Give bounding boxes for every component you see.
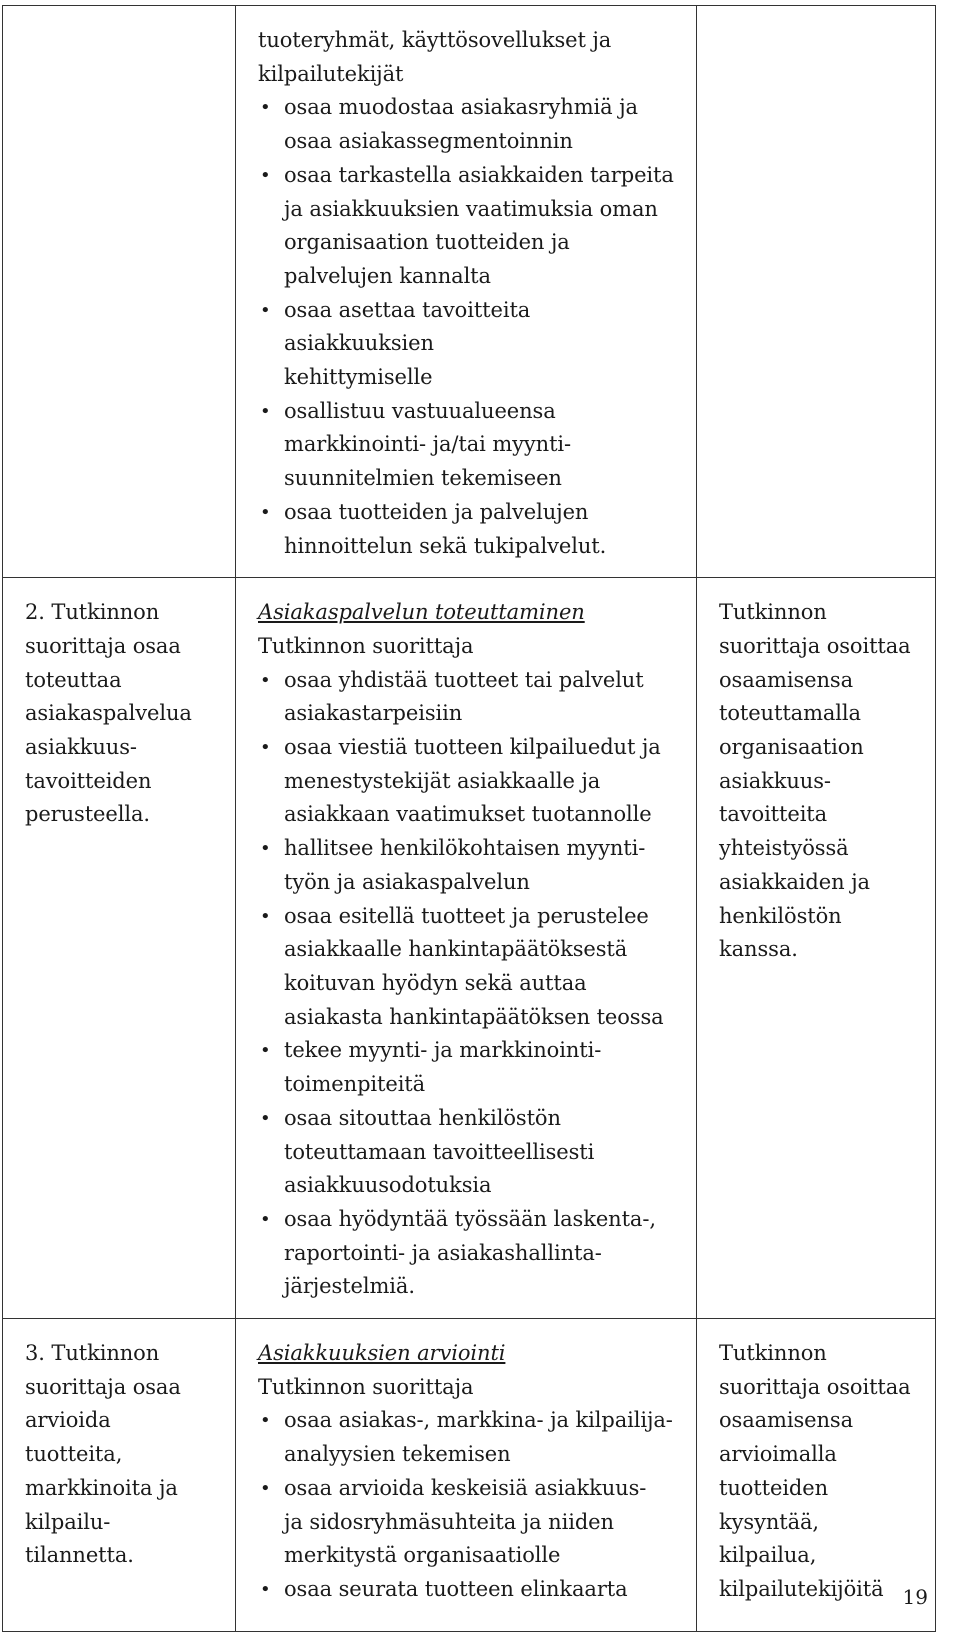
bullet-item <box>258 496 682 563</box>
objective-cell <box>3 578 236 1319</box>
assessment-line: kilpailua, <box>719 1543 817 1568</box>
objective-line: 2. Tutkinnon <box>25 600 160 625</box>
bullet-line: osaa muodostaa asiakasryhmiä ja <box>284 95 638 120</box>
bullet-line: toteuttamaan tavoitteellisesti <box>284 1139 595 1164</box>
assessment-line: arvioimalla <box>719 1442 837 1467</box>
bullet-line: hinnoittelun sekä tukipalvelut. <box>284 533 607 558</box>
assessment-cell <box>697 578 936 1319</box>
assessment-line: kilpailutekijöitä <box>719 1576 884 1601</box>
bullet-line: ja asiakkuuksien vaatimuksia oman <box>284 196 658 221</box>
objective-line: tavoitteiden <box>25 768 152 793</box>
bullet-line: osaa seurata tuotteen elinkaarta <box>284 1576 628 1601</box>
criteria-table-body <box>3 6 936 1632</box>
bullet-dot-icon: • <box>260 669 271 691</box>
page-number: 19 <box>902 1585 928 1609</box>
bullet-item <box>258 1203 682 1304</box>
criteria-cell <box>236 6 697 578</box>
objective-line: markkinoita ja <box>25 1475 178 1500</box>
bullet-item <box>258 395 682 496</box>
assessment-line: toteuttamalla <box>719 701 861 726</box>
bullet-dot-icon: • <box>260 501 271 523</box>
section-heading: Asiakaspalvelun toteuttaminen <box>258 600 585 625</box>
assessment-line: organisaation <box>719 735 864 760</box>
bullet-dot-icon: • <box>260 97 271 119</box>
bullet-item <box>258 900 682 1035</box>
assessment-line: Tutkinnon <box>719 1341 827 1366</box>
bullet-line: tekee myynti- ja markkinointi- <box>284 1038 602 1063</box>
objective-line: kilpailu- <box>25 1509 111 1534</box>
bullet-line: osaa asettaa tavoitteita asiakkuuksien <box>284 297 531 356</box>
bullet-item <box>258 832 682 899</box>
bullet-item <box>258 1404 682 1471</box>
bullet-line: osaa arvioida keskeisiä asiakkuus- <box>284 1475 647 1500</box>
bullet-item <box>258 664 682 731</box>
bullet-dot-icon: • <box>260 164 271 186</box>
objective-line: tilannetta. <box>25 1543 134 1568</box>
bullet-item <box>258 1102 682 1203</box>
objective-line: perusteella. <box>25 802 150 827</box>
table-row <box>3 6 936 578</box>
assessment-cell <box>697 1319 936 1632</box>
objective-line: suorittaja osaa <box>25 1374 181 1399</box>
bullet-line: osaa esitellä tuotteet ja perustelee <box>284 903 649 928</box>
bullet-line: asiakastarpeisiin <box>284 701 463 726</box>
criteria-table <box>2 5 936 1632</box>
assessment-line: asiakkuus- <box>719 768 831 793</box>
bullet-line: palvelujen kannalta <box>284 263 491 288</box>
lead-line: tuoteryhmät, käyttösovellukset ja <box>258 28 612 52</box>
assessment-line: henkilöstön <box>719 903 842 928</box>
assessment-line: kysyntää, <box>719 1509 820 1534</box>
objective-cell <box>3 6 236 578</box>
bullet-line: työn ja asiakaspalvelun <box>284 869 530 894</box>
objective-line: suorittaja osaa <box>25 633 181 658</box>
bullet-item <box>258 159 682 294</box>
objective-cell <box>3 1319 236 1632</box>
bullet-line: asiakasta hankintapäätöksen teossa <box>284 1004 664 1029</box>
bullet-dot-icon: • <box>260 905 271 927</box>
bullet-item <box>258 1472 682 1573</box>
assessment-line: yhteistyössä <box>719 836 849 861</box>
bullet-line: raportointi- ja asiakashallinta- <box>284 1240 602 1265</box>
bullet-line: merkitystä organisaatiolle <box>284 1543 561 1568</box>
bullet-dot-icon: • <box>260 1477 271 1499</box>
assessment-line: asiakkaiden ja <box>719 869 870 894</box>
bullet-line: toimenpiteitä <box>284 1072 426 1097</box>
assessment-line: suorittaja osoittaa <box>719 1374 911 1399</box>
bullet-dot-icon: • <box>260 1208 271 1230</box>
objective-line: 3. Tutkinnon <box>25 1341 160 1366</box>
objective-line: tuotteita, <box>25 1442 123 1467</box>
objective-line: toteuttaa <box>25 667 122 692</box>
bullet-line: hallitsee henkilökohtaisen myynti- <box>284 836 646 861</box>
bullet-line: osaa tuotteiden ja palvelujen <box>284 499 589 524</box>
lead-line: Tutkinnon suorittaja <box>258 633 474 658</box>
bullet-item <box>258 294 682 395</box>
bullet-line: osaa asiakassegmentoinnin <box>284 129 573 154</box>
bullet-item <box>258 1573 682 1607</box>
bullet-line: osaa viestiä tuotteen kilpailuedut ja <box>284 735 661 760</box>
objective-line: arvioida <box>25 1408 111 1433</box>
assessment-line: Tutkinnon <box>719 600 827 625</box>
bullet-dot-icon: • <box>260 400 271 422</box>
bullet-dot-icon: • <box>260 299 271 321</box>
bullet-line: menestystekijät asiakkaalle ja <box>284 768 601 793</box>
bullet-line: analyysien tekemisen <box>284 1442 511 1467</box>
lead-line: Tutkinnon suorittaja <box>258 1374 474 1399</box>
bullet-dot-icon: • <box>260 1578 271 1600</box>
table-row <box>3 1319 936 1632</box>
bullet-line: suunnitelmien tekemiseen <box>284 466 562 491</box>
bullet-line: osaa tarkastella asiakkaiden tarpeita <box>284 162 674 187</box>
criteria-cell <box>236 1319 697 1632</box>
bullet-line: organisaation tuotteiden ja <box>284 230 570 255</box>
assessment-line: tuotteiden <box>719 1475 829 1500</box>
assessment-line: suorittaja osoittaa <box>719 633 911 658</box>
bullet-line: koituvan hyödyn sekä auttaa <box>284 970 587 995</box>
bullet-dot-icon: • <box>260 838 271 860</box>
objective-line: asiakkuus- <box>25 735 137 760</box>
bullet-dot-icon: • <box>260 737 271 759</box>
bullet-item <box>258 91 682 158</box>
lead-line: kilpailutekijät <box>258 61 404 86</box>
bullet-line: asiakkaan vaatimukset tuotannolle <box>284 802 652 827</box>
bullet-item <box>258 1034 682 1101</box>
bullet-line: markkinointi- ja/tai myynti- <box>284 432 572 457</box>
bullet-dot-icon: • <box>260 1410 271 1432</box>
bullet-line: osaa hyödyntää työssään laskenta-, <box>284 1206 656 1231</box>
bullet-line: osaa asiakas-, markkina- ja kilpailija- <box>284 1408 673 1433</box>
bullet-line: ja sidosryhmäsuhteita ja niiden <box>284 1509 614 1534</box>
assessment-line: osaamisensa <box>719 667 854 692</box>
bullet-line: osaa yhdistää tuotteet tai palvelut <box>284 667 644 692</box>
assessment-line: osaamisensa <box>719 1408 854 1433</box>
bullet-line: asiakkaalle hankintapäätöksestä <box>284 937 628 962</box>
bullet-item <box>258 731 682 832</box>
bullet-dot-icon: • <box>260 1040 271 1062</box>
bullet-line: asiakkuusodotuksia <box>284 1173 492 1198</box>
assessment-line: tavoitteita <box>719 802 828 827</box>
assessment-cell <box>697 6 936 578</box>
bullet-dot-icon: • <box>260 1107 271 1129</box>
table-row <box>3 578 936 1319</box>
bullet-line: osaa sitouttaa henkilöstön <box>284 1105 561 1130</box>
criteria-cell <box>236 578 697 1319</box>
bullet-line: järjestelmiä. <box>284 1274 415 1299</box>
section-heading: Asiakkuuksien arviointi <box>258 1341 506 1366</box>
bullet-line: osallistuu vastuualueensa <box>284 398 556 423</box>
objective-line: asiakaspalvelua <box>25 701 192 726</box>
bullet-line: kehittymiselle <box>284 365 433 390</box>
assessment-line: kanssa. <box>719 937 798 962</box>
